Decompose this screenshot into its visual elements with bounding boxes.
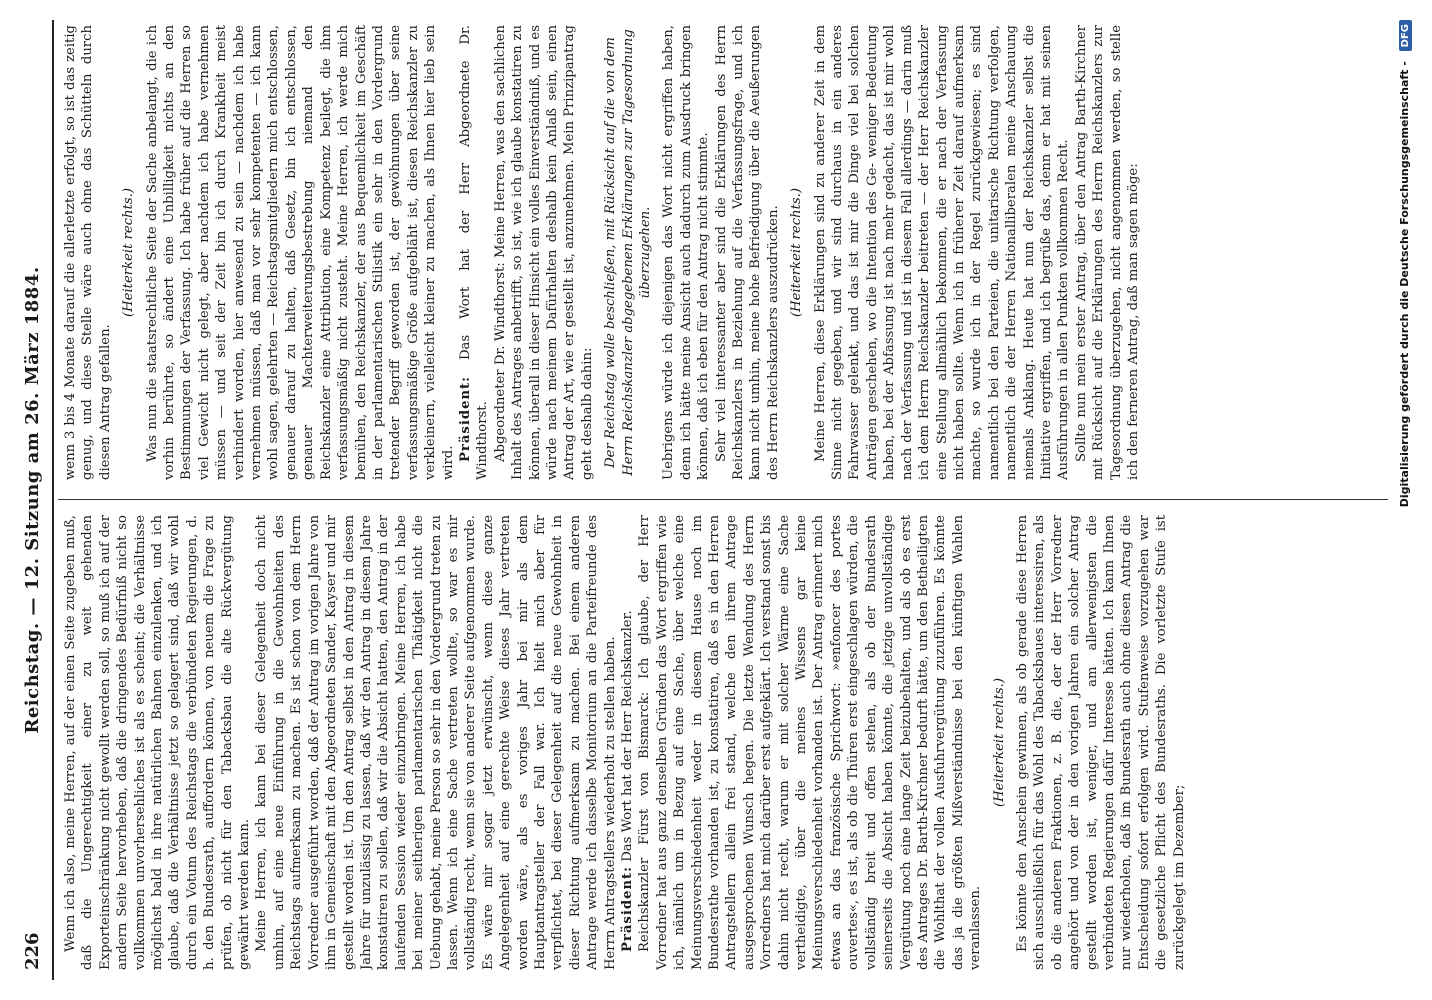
speaker-name: Präsident: xyxy=(620,865,635,952)
stage-direction-text: (Heiterkeit rechts.) xyxy=(789,188,805,317)
paragraph-text: Abgeordneter Dr. Windthorst: Meine Herren, was den sachlichen Inhalt des Antrages anbetrifft, so ist, wie ich glaube konstatiren zu können, überall in dieser Hinsicht ein volles Einverständniß, und es würde nach meinem Dafürhalten deshalb kein Anlaß sein, einen Antrag der Art, wie er gestellt ist, anzunehmen. Mein Prinzipantrag geht deshalb dahin: xyxy=(492,25,595,480)
body-paragraph xyxy=(492,25,596,480)
dfg-logo: DFG xyxy=(1399,20,1412,51)
body-paragraph xyxy=(636,515,984,970)
stage-direction xyxy=(120,25,137,480)
page-title: Reichstag. — 12. Sitzung am 26. März 1884. xyxy=(22,266,43,734)
body-paragraph xyxy=(660,25,712,480)
body-paragraph xyxy=(62,515,253,970)
stage-direction-text: Der Reichstag wolle beschließen, mit Rücksicht auf die von dem Herrn Reichskanzler abgegebenen Erklärungen zur Tagesordnung überzugehen. xyxy=(603,29,653,476)
stage-direction-text: (Heiterkeit rechts.) xyxy=(121,188,137,317)
paragraph-text: Es könnte den Anschein gewinnen, als ob gerade diese Herren sich ausschließlich für das Wohl des Tabacksbaues interessiren, als ob die anderen Fraktionen, z. B. die, der der Herr Vorredner angehört und von der in den vorigen Jahren ein solcher Antrag gestellt worden ist, weniger, und am allerwenigsten die verbündeten Regierungen dafür Interesse hätten. Ich kann Ihnen nur wiederholen, daß im Bundesrath auch ohne diesen Antrag die Entscheidung sofort erfolgen wird. Stufenweise vorzugehen war die gesetzliche Pflicht des Bundesraths. Die vorletzte Stufe ist zurückgelegt im Dezember; xyxy=(1014,515,1187,970)
paragraph-text: Uebrigens würde ich diejenigen das Wort nicht ergriffen haben, denn ich hätte meine Ansicht auch dadurch zum Ausdruck bringen können, daß ich eben für den Antrag nicht stimmte. xyxy=(661,25,712,480)
paragraph-text: wenn 3 bis 4 Monate darauf die allerletzte erfolgt, so ist das zeitig genug, und diese Stelle wäre auch ohne das Schütteln durch diesen Antrag gefallen. xyxy=(63,25,113,480)
body-paragraph xyxy=(253,515,619,970)
body-paragraph xyxy=(1014,515,1188,970)
header-rule xyxy=(52,20,54,980)
speaker-text: Das Wort hat der Herr Reichskanzler. xyxy=(620,610,635,862)
paragraph-text: Sollte nun mein erster Antrag, über den Antrag Barth-Kirchner mit Rücksicht auf die Erklärungen des Herrn Reichskanzlers zur Tagesordnung überzugehen, nicht angenommen werden, so stelle ich den ferneren Antrag, daß man sagen möge: xyxy=(1073,25,1141,480)
stage-direction xyxy=(788,25,805,480)
speaker-text: Das Wort hat der Herr Abgeordnete Dr. Windthorst. xyxy=(457,25,491,480)
speaker-paragraph xyxy=(619,515,636,970)
body-paragraph xyxy=(812,25,1073,480)
body-paragraph xyxy=(1073,25,1143,480)
paragraph-text: Was nun die staatsrechtliche Seite der Sache anbelangt, die ich vorhin berührte, so ändert eine Unbilligkeit nichts an den Bestimmungen der Verfassung. Ich habe früher auf die Herren so viel Gewicht nicht gelegt, aber nachdem ich habe vernehmen müssen — und seit der Zeit bin ich durch Krankheit meist verhindert worden, hier anwesend zu sein — nachdem ich habe vernehmen müssen, daß man vor sehr kompetenten — ich kann wohl sagen, gelehrten — Reichstagsmitgliedern mich entschlossen, genauer darauf zu halten, daß Gesetz, bin ich entschlossen, genauer Machterweiterungsbestrebung niemand den Reichskanzler eine Attribution, eine Kompetenz beilegt, die ihm verfassungsmäßig nicht zusteht. Meine Herren, ich werde mich bemühen, den Reichskanzler, der aus Bequemlichkeit im Geschäft in der parlamentarischen Stilistik ein sehr in den Vordergrund tretender Begriff geworden ist, der gewöhnungen über seine verfassungsmäßige Größe aufgebläht ist, diesen Reichskanzler zu verkleinern, vielleicht kleiner zu machen, als Ihnen hier lieb sein wird. xyxy=(144,25,456,480)
paragraph-text: Sehr viel interessanter aber sind die Erklärungen des Herrn Reichskanzlers in Beziehung auf die Verfassungsfrage, und ich kann nicht umhin, meine hohe Befriedigung über die Aeußerungen des Herrn Reichskanzlers auszudrücken. xyxy=(713,25,781,480)
speaker-name: Präsident: xyxy=(457,375,473,462)
stage-direction-text: (Heiterkeit rechts.) xyxy=(991,678,1007,807)
page-footer xyxy=(1398,20,1418,980)
footer-credit: Digitalisierung gefördert durch die Deutsche Forschungsgemeinschaft - xyxy=(1398,61,1411,508)
paragraph-text: Meine Herren, ich kann bei dieser Gelegenheit doch nicht umhin, auf eine neue Einführung in die Gewohnheiten des Reichstags aufmerksam zu machen. Es ist schon von dem Herrn Vorredner ausgeführt worden, daß der Antrag im vorigen Jahre von ihm in Gemeinschaft mit den Abgeordneten Sander, Kayser und mir gestellt worden ist. Um den Antrag selbst in den Antrag in diesem Jahre für unzulässig zu lassen, daß wir den Antrag in diesem Jahre konstatiren zu sollen, daß wir die Absicht hatten, den Antrag in der laufenden Session wieder einzubringen. Meine Herren, ich habe bei meiner seitherigen parlamentarischen Thätigkeit nicht die Uebung gehabt, meine Person so sehr in den Vordergrund treten zu lassen. Wenn ich eine Sache vertreten wollte, so war es mir vollständig recht, wenn sie von anderer Seite aufgenommen wurde. Es wäre mir sogar jetzt erwünscht, wenn diese ganze Angelegenheit auf eine gerechte Weise dieses Jahr vertreten worden wäre, als es voriges Jahr bei mir als dem Hauptantragsteller der Fall war. Ich hielt mich aber für verpflichtet, bei dieser Gelegenheit auf die neue Gewohnheit in dieser Richtung aufmerksam zu machen. Bei einem anderen Antrage werde ich dasselbe Monitorium an die Parteifreunde des Herrn Antragstellers wiederholt zu stellen haben. xyxy=(254,515,618,970)
page-header xyxy=(22,20,44,980)
speaker-paragraph xyxy=(457,25,492,480)
paragraph-text: Meine Herren, diese Erklärungen sind zu anderer Zeit in dem Sinne nicht gegeben, und wir sind durchaus in ein anderes Fahrwasser gelenkt, und das ist mir die Dinge viel bei solchen Anträgen geschehen, wo die Intention des Ge- weniger Bedeutung haben, bei der Abfassung ist nach mehr gedacht, das ist mir wohl nach der Verfassung und ist in diesem Fall allerdings — darin muß ich dem Herrn Reichskanzler beitreten — der Herr Reichskanzler eine Stellung allmählich bekommen, die er nach der Verfassung nicht haben sollte. Wenn ich in früherer Zeit darauf aufmerksam machte, so wurde ich in der Regel zurückgewiesen; es sind namentlich bei den Parteien, die unitarische Richtung verfolgen, namentlich die der Herren Nationalliberalen meine Anschauung niemals Anklang. Heute hat nun der Reichskanzler selbst die Initiative ergriffen, und ich begrüße das, denn er hat mit seinen Ausführungen in allen Punkten vollkommen Recht. xyxy=(812,25,1072,480)
column-divider xyxy=(58,499,1388,500)
left-column xyxy=(62,515,1382,970)
page-number: 226 xyxy=(22,932,43,970)
stage-direction xyxy=(991,515,1008,970)
body-paragraph xyxy=(62,25,114,480)
stage-direction xyxy=(602,25,654,480)
paragraph-text: Reichskanzler Fürst von Bismarck: Ich glaube, der Herr Vorredner hat aus ganz denselben Gründen das Wort ergriffen wie ich, nämlich um in Bezug auf eine Sache, über welche eine Meinungsverschiedenheit weder in diesem Hause noch im Bundesrathe vorhanden ist, zu konstatiren, daß es in den Herren Antragstellern allein frei stand, welche den ihrem Antrage ausgesprochenen Wunsch hegen. Die letzte Wendung des Herrn Vorredners hat mich darüber erst aufgeklärt. Ich verstand sonst bis dahin nicht recht, warum er mit solcher Wärme eine Sache vertheidigte, über die meines Wissens gar keine Meinungsverschiedenheit vorhanden ist. Der Antrag erinnert mich etwas an das französische Sprichwort: »enfoncer des portes ouvertes«, es ist, als ob die Thüren erst eingeschlagen würden, die vollständig breit und offen stehen, als ob der Bundesrath seinerseits die Absicht haben könnte, die jetzige unvollständige Vergütung noch eine lange Zeit beizubehalten, und als ob es erst des Antrages Dr. Barth-Kirchner bedurft hätte, um den Betheiligten die Wohlthat der vollen Ausfuhrvergütung zuzuführen. Es könnte das ja die größten Mißverständnisse bei den künftigen Wahlen veranlassen. xyxy=(637,515,984,970)
body-paragraph xyxy=(713,25,783,480)
paragraph-text: Wenn ich also, meine Herren, auf der einen Seite zugeben muß, daß die Ungerechtigkeit einer zu weit gehenden Exporteinschränkung nicht gewollt werden soll, so muß ich auf der andern Seite hervorheben, daß die dringendes Bedürfniß nicht so vollkommen unvorhersehliches ist als es scheint; die Verhältnisse möglichst bald in ihre natürlichen Bahnen einzulenken, und ich glaube, daß die Verhältnisse jetzt so gelagert sind, daß wir wohl durch ein Votum des Reichstags die verbündeten Regierungen, d. h. den Bundesrath, auffordern können, von neuem die Frage zu prüfen, ob nicht für den Tabacksbau die alte Rückvergütung gewährt werden kann. xyxy=(63,515,253,970)
right-column xyxy=(62,25,1382,480)
body-paragraph xyxy=(144,25,457,480)
